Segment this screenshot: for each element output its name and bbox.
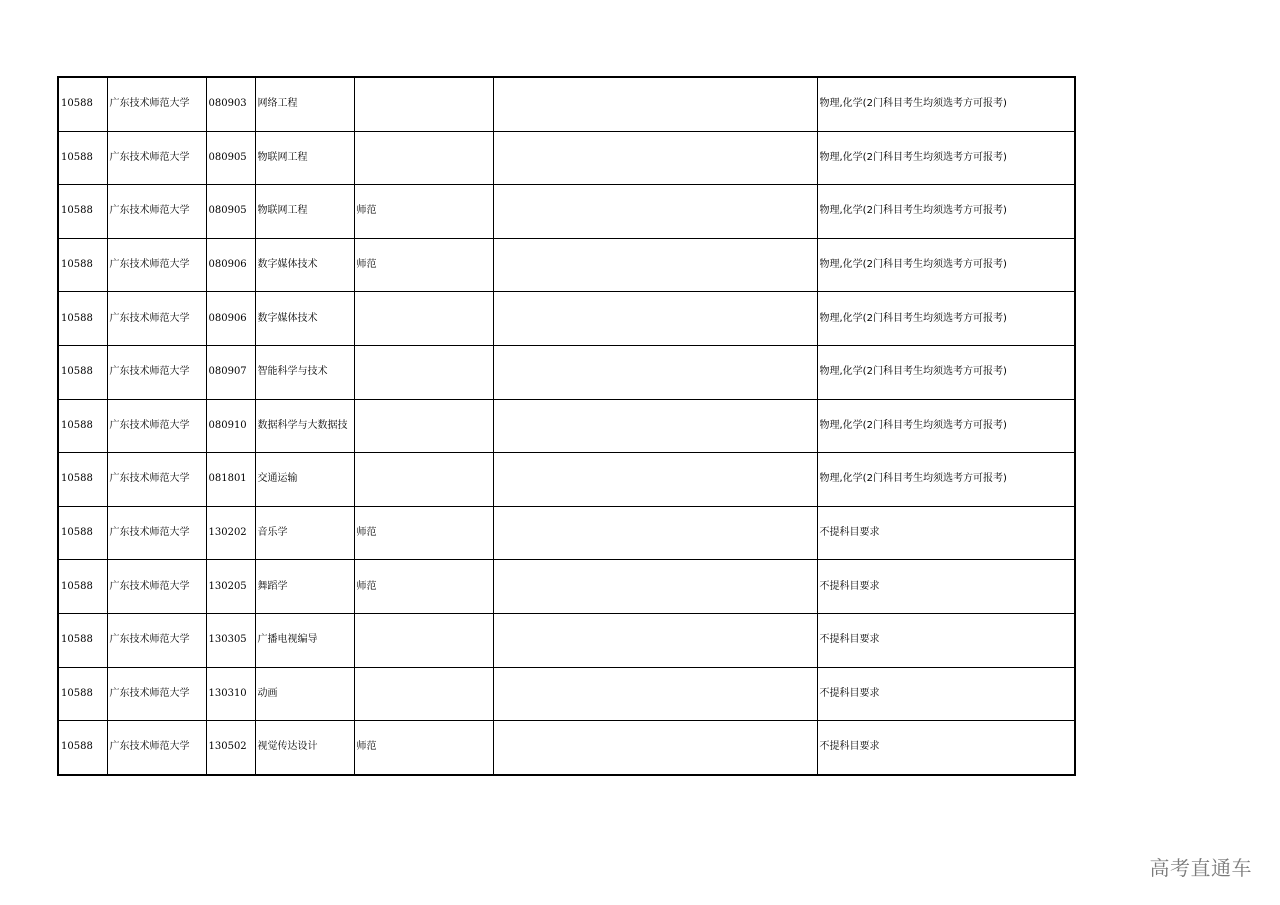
extra-cell — [493, 185, 817, 239]
subject-requirement-cell: 不提科目要求 — [817, 667, 1075, 721]
major-name-cell: 网络工程 — [255, 77, 354, 131]
table-row — [58, 185, 1075, 239]
extra-cell — [493, 613, 817, 667]
major-code-cell: 130502 — [206, 721, 255, 775]
table-row — [58, 506, 1075, 560]
major-code-cell: 080905 — [206, 131, 255, 185]
extra-cell — [493, 399, 817, 453]
extra-cell — [493, 77, 817, 131]
extra-cell — [493, 345, 817, 399]
subject-requirement-cell: 物理,化学(2门科目考生均须选考方可报考) — [817, 292, 1075, 346]
school-name-cell: 广东技术师范大学 — [107, 77, 206, 131]
major-name-cell: 物联网工程 — [255, 185, 354, 239]
school-name-cell: 广东技术师范大学 — [107, 345, 206, 399]
school-name-cell: 广东技术师范大学 — [107, 560, 206, 614]
major-name-cell: 智能科学与技术 — [255, 345, 354, 399]
major-code-cell: 080905 — [206, 185, 255, 239]
table-row — [58, 292, 1075, 346]
subject-requirement-cell: 物理,化学(2门科目考生均须选考方可报考) — [817, 399, 1075, 453]
school-code-cell: 10588 — [58, 345, 107, 399]
school-code-cell: 10588 — [58, 292, 107, 346]
major-code-cell: 080907 — [206, 345, 255, 399]
major-name-cell: 数据科学与大数据技 — [255, 399, 354, 453]
subject-requirements-table — [57, 76, 1076, 776]
major-code-cell: 080910 — [206, 399, 255, 453]
major-code-cell: 080903 — [206, 77, 255, 131]
school-code-cell: 10588 — [58, 721, 107, 775]
major-note-cell: 师范 — [354, 560, 493, 614]
major-code-cell: 081801 — [206, 453, 255, 507]
school-code-cell: 10588 — [58, 453, 107, 507]
subject-requirement-cell: 不提科目要求 — [817, 560, 1075, 614]
major-note-cell — [354, 667, 493, 721]
school-name-cell: 广东技术师范大学 — [107, 506, 206, 560]
major-name-cell: 视觉传达设计 — [255, 721, 354, 775]
table-row — [58, 131, 1075, 185]
school-name-cell: 广东技术师范大学 — [107, 185, 206, 239]
table-row — [58, 721, 1075, 775]
subject-requirement-cell: 物理,化学(2门科目考生均须选考方可报考) — [817, 77, 1075, 131]
major-note-cell: 师范 — [354, 185, 493, 239]
major-code-cell: 080906 — [206, 238, 255, 292]
major-name-cell: 舞蹈学 — [255, 560, 354, 614]
school-name-cell: 广东技术师范大学 — [107, 238, 206, 292]
school-code-cell: 10588 — [58, 77, 107, 131]
major-code-cell: 130205 — [206, 560, 255, 614]
school-name-cell: 广东技术师范大学 — [107, 613, 206, 667]
school-code-cell: 10588 — [58, 667, 107, 721]
table-row — [58, 77, 1075, 131]
major-note-cell — [354, 131, 493, 185]
major-note-cell — [354, 345, 493, 399]
subject-requirement-cell: 物理,化学(2门科目考生均须选考方可报考) — [817, 238, 1075, 292]
school-code-cell: 10588 — [58, 131, 107, 185]
major-name-cell: 数字媒体技术 — [255, 238, 354, 292]
school-name-cell: 广东技术师范大学 — [107, 667, 206, 721]
major-note-cell: 师范 — [354, 506, 493, 560]
school-code-cell: 10588 — [58, 560, 107, 614]
major-name-cell: 数字媒体技术 — [255, 292, 354, 346]
extra-cell — [493, 292, 817, 346]
major-note-cell: 师范 — [354, 721, 493, 775]
subject-requirement-cell: 物理,化学(2门科目考生均须选考方可报考) — [817, 185, 1075, 239]
table-row — [58, 453, 1075, 507]
school-code-cell: 10588 — [58, 399, 107, 453]
table-row — [58, 613, 1075, 667]
major-name-cell: 音乐学 — [255, 506, 354, 560]
school-name-cell: 广东技术师范大学 — [107, 131, 206, 185]
major-code-cell: 130310 — [206, 667, 255, 721]
major-note-cell: 师范 — [354, 238, 493, 292]
table-row — [58, 238, 1075, 292]
major-note-cell — [354, 292, 493, 346]
subject-requirement-cell: 物理,化学(2门科目考生均须选考方可报考) — [817, 453, 1075, 507]
extra-cell — [493, 131, 817, 185]
major-note-cell — [354, 613, 493, 667]
major-name-cell: 广播电视编导 — [255, 613, 354, 667]
subject-requirement-cell: 不提科目要求 — [817, 613, 1075, 667]
subject-requirement-cell: 物理,化学(2门科目考生均须选考方可报考) — [817, 131, 1075, 185]
table-row — [58, 399, 1075, 453]
major-code-cell: 130305 — [206, 613, 255, 667]
school-name-cell: 广东技术师范大学 — [107, 453, 206, 507]
subject-requirement-cell: 物理,化学(2门科目考生均须选考方可报考) — [817, 345, 1075, 399]
watermark-text: 高考直通车 — [1149, 856, 1252, 880]
major-name-cell: 动画 — [255, 667, 354, 721]
extra-cell — [493, 506, 817, 560]
school-code-cell: 10588 — [58, 613, 107, 667]
school-name-cell: 广东技术师范大学 — [107, 292, 206, 346]
major-code-cell: 130202 — [206, 506, 255, 560]
table-row — [58, 667, 1075, 721]
school-code-cell: 10588 — [58, 506, 107, 560]
table-row — [58, 345, 1075, 399]
table-body — [58, 77, 1075, 775]
extra-cell — [493, 453, 817, 507]
subject-requirement-cell: 不提科目要求 — [817, 721, 1075, 775]
extra-cell — [493, 721, 817, 775]
school-code-cell: 10588 — [58, 185, 107, 239]
major-code-cell: 080906 — [206, 292, 255, 346]
extra-cell — [493, 238, 817, 292]
school-code-cell: 10588 — [58, 238, 107, 292]
major-name-cell: 物联网工程 — [255, 131, 354, 185]
extra-cell — [493, 560, 817, 614]
school-name-cell: 广东技术师范大学 — [107, 399, 206, 453]
school-name-cell: 广东技术师范大学 — [107, 721, 206, 775]
major-note-cell — [354, 399, 493, 453]
major-name-cell: 交通运输 — [255, 453, 354, 507]
major-note-cell — [354, 453, 493, 507]
major-note-cell — [354, 77, 493, 131]
subject-requirement-cell: 不提科目要求 — [817, 506, 1075, 560]
extra-cell — [493, 667, 817, 721]
table-row — [58, 560, 1075, 614]
